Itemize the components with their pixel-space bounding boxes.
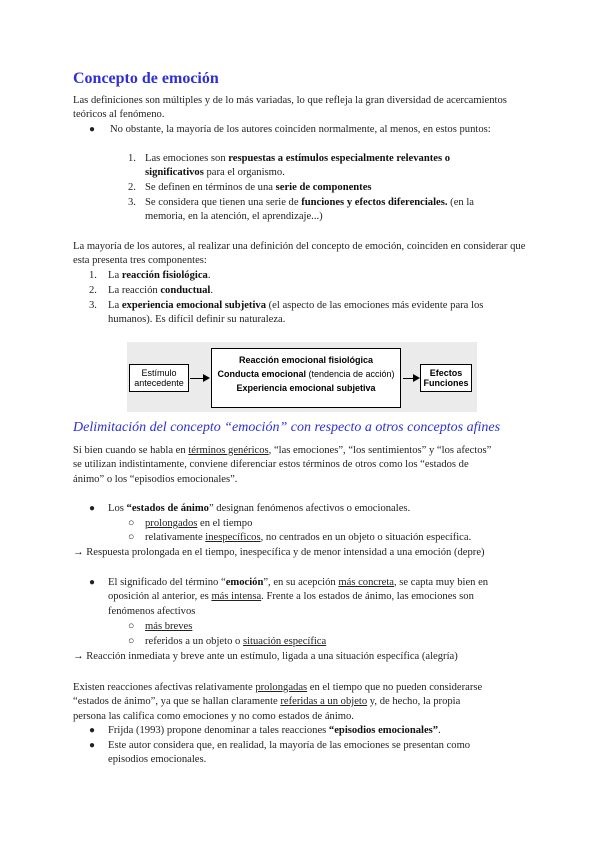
- point-1-text: Las emociones son: [145, 153, 229, 164]
- center-line-2: [212, 367, 400, 381]
- para3-text-3: se utilizan indistintamente, conviene diferenciar estos términos de otros como los “estados de: [73, 459, 469, 471]
- episodes-paragraph: [73, 681, 533, 724]
- para3-text: Si bien cuando se habla en: [73, 445, 189, 456]
- sub-bullet-icon: ○: [128, 532, 135, 543]
- effects-box: Efectos Funciones: [420, 364, 472, 392]
- emotion-sub-1-underlined: más breves: [145, 621, 193, 632]
- mood-sub-1: [145, 517, 252, 531]
- list-number: 1.: [128, 153, 136, 164]
- point-3: [145, 196, 525, 225]
- emotion-underlined-2: más intensa: [211, 591, 262, 603]
- author-text: Este autor considera que, en realidad, la mayoría de las emociones se presentan como: [108, 740, 471, 751]
- component-2-bold: conductual: [160, 285, 211, 296]
- component-1-text: La: [108, 270, 122, 281]
- center-line-1: Reacción emocional fisiológica: [238, 355, 374, 365]
- point-3-bold: funciones y efectos diferenciales.: [301, 197, 448, 208]
- bullet-dot: ●: [89, 503, 96, 514]
- point-2-bold: serie de componentes: [275, 182, 372, 193]
- section-subtitle: Delimitación del concepto “emoción” con respecto a otros conceptos afines: [73, 420, 501, 435]
- delimitation-paragraph: [73, 444, 533, 487]
- component-3: [108, 299, 528, 328]
- emotion-text-5: . Frente a los estados de ánimo, las emociones son: [261, 591, 474, 603]
- intro-paragraph: Las definiciones son múltiples y de lo más variadas, lo que refleja la gran diversidad de acercamientos teóricos al fenómeno.: [73, 95, 507, 121]
- para4-text: Existen reacciones afectivas relativamente: [73, 682, 256, 693]
- page-title: Concepto de emoción: [73, 70, 219, 87]
- point-1: [145, 152, 505, 181]
- emotion-bold: emoción: [225, 577, 264, 588]
- list-number: 2.: [89, 285, 97, 296]
- arrow-icon: [190, 378, 208, 379]
- para4-text-3: “estados de ánimo”, ya que se hallan claramente: [73, 696, 281, 708]
- component-3-text-2: (el aspecto de las emociones más evidente para los: [266, 300, 484, 311]
- component-3-bold: experiencia emocional subjetiva: [121, 300, 266, 311]
- point-3-text-2: (en la: [447, 197, 475, 208]
- component-2: [108, 284, 213, 298]
- center-box: [211, 348, 401, 408]
- emotion-bullet: [108, 576, 528, 619]
- mood-text: Los: [108, 503, 127, 514]
- emotion-sub-2-text: referidos a un objeto o: [145, 636, 243, 647]
- point-1-text-2: para el organismo.: [203, 167, 285, 179]
- bullet-dot: ●: [89, 124, 96, 135]
- mood-sub-2-text-2: , no centrados en un objeto o situación específica.: [260, 532, 472, 543]
- para4-underlined-2: referidas a un objeto: [280, 696, 368, 708]
- emotion-text-6: fenómenos afectivos: [108, 605, 196, 617]
- bullet-dot: ●: [89, 740, 96, 751]
- bullet-dot: ●: [89, 577, 96, 588]
- sub-bullet-icon: ○: [128, 518, 135, 529]
- frijda-text: Frijda (1993) propone denominar a tales reacciones: [108, 725, 329, 736]
- para3-underlined: términos genéricos: [188, 445, 269, 456]
- point-1-bold-2: significativos: [145, 167, 204, 179]
- point-2: [145, 181, 505, 195]
- mood-sub-1-underlined: prolongados: [145, 518, 198, 529]
- emotion-text-2: ”, en su acepción: [263, 577, 339, 588]
- center-line-3: Experiencia emocional subjetiva: [236, 383, 376, 393]
- mood-sub-2-text: relativamente: [145, 532, 206, 543]
- sub-bullet-icon: ○: [128, 621, 135, 632]
- emotion-sub-2-underlined: situación específica: [242, 636, 327, 647]
- mood-summary: → Respuesta prolongada en el tiempo, inespecífica y de menor intensidad a una emoción (depre): [73, 547, 485, 558]
- author-bullet: [108, 739, 528, 768]
- list-number: 3.: [128, 197, 136, 208]
- point-1-bold: respuestas a estímulos especialmente relevantes o: [228, 153, 451, 164]
- frijda-bold: “episodios emocionales”: [328, 725, 439, 736]
- component-1-bold: reacción fisiológica: [121, 270, 208, 281]
- para4-underlined: prolongadas: [255, 682, 308, 693]
- components-paragraph: La mayoría de los autores, al realizar una definición del concepto de emoción, coinciden en considerar que esta presenta tres componentes:: [73, 241, 526, 267]
- component-2-text: La reacción: [108, 285, 161, 296]
- list-number: 2.: [128, 182, 136, 193]
- mood-text-2: ” designan fenómenos afectivos o emocionales.: [208, 503, 411, 514]
- center-line-2-bold: Conducta emocional: [217, 369, 306, 379]
- emotion-components-diagram: [127, 342, 477, 412]
- bullet-dot: ●: [89, 725, 96, 736]
- stimulus-box: Estímulo antecedente: [129, 364, 189, 392]
- emotion-underlined: más concreta: [338, 577, 394, 588]
- point-3-text: Se considera que tienen una serie de: [145, 197, 302, 208]
- point-2-text: Se definen en términos de una: [145, 182, 276, 193]
- point-3-text-3: memoria, en la atención, el aprendizaje...): [145, 211, 323, 223]
- para3-text-4: ánimo” o los “episodios emocionales”.: [73, 473, 238, 485]
- mood-sub-1-text: en el tiempo: [197, 518, 253, 529]
- emotion-text-3: , se capta muy bien en: [393, 577, 489, 588]
- component-3-text-3: humanos). Es difícil definir su naturaleza.: [108, 314, 286, 326]
- emotion-sub-1: [145, 620, 192, 634]
- mood-sub-2: [145, 531, 471, 545]
- mood-bold: “estados de ánimo: [126, 503, 209, 514]
- para4-text-5: persona las califica como emociones y no como estados de ánimo.: [73, 710, 354, 722]
- sub-bullet-icon: ○: [128, 636, 135, 647]
- arrow-icon: [403, 378, 418, 379]
- bullet-points-intro: No obstante, la mayoría de los autores coinciden normalmente, al menos, en estos puntos:: [110, 124, 491, 135]
- emotion-text: El significado del término “: [108, 577, 226, 588]
- component-1-end: .: [207, 270, 211, 281]
- list-number: 1.: [89, 270, 97, 281]
- center-line-2-text: (tendencia de acción): [305, 369, 395, 379]
- emotion-summary: → Reacción inmediata y breve ante un estímulo, ligada a una situación específica (alegría): [73, 651, 458, 662]
- frijda-end: .: [438, 725, 441, 736]
- list-number: 3.: [89, 300, 97, 311]
- component-1: [108, 269, 211, 283]
- frijda-bullet: [108, 724, 441, 738]
- emotion-sub-2: [145, 635, 326, 649]
- mood-bullet: [108, 502, 410, 516]
- para4-text-4: y, de hecho, la propia: [367, 696, 461, 708]
- emotion-text-4: oposición al anterior, es: [108, 591, 212, 603]
- para4-text-2: en el tiempo que no pueden considerarse: [307, 682, 483, 693]
- author-text-2: episodios emocionales.: [108, 754, 207, 766]
- component-3-text: La: [108, 300, 122, 311]
- para3-text-2: , “las emociones”, “los sentimientos” y “los afectos”: [268, 445, 492, 456]
- component-2-end: .: [210, 285, 214, 296]
- mood-sub-2-underlined: inespecíficos: [205, 532, 261, 543]
